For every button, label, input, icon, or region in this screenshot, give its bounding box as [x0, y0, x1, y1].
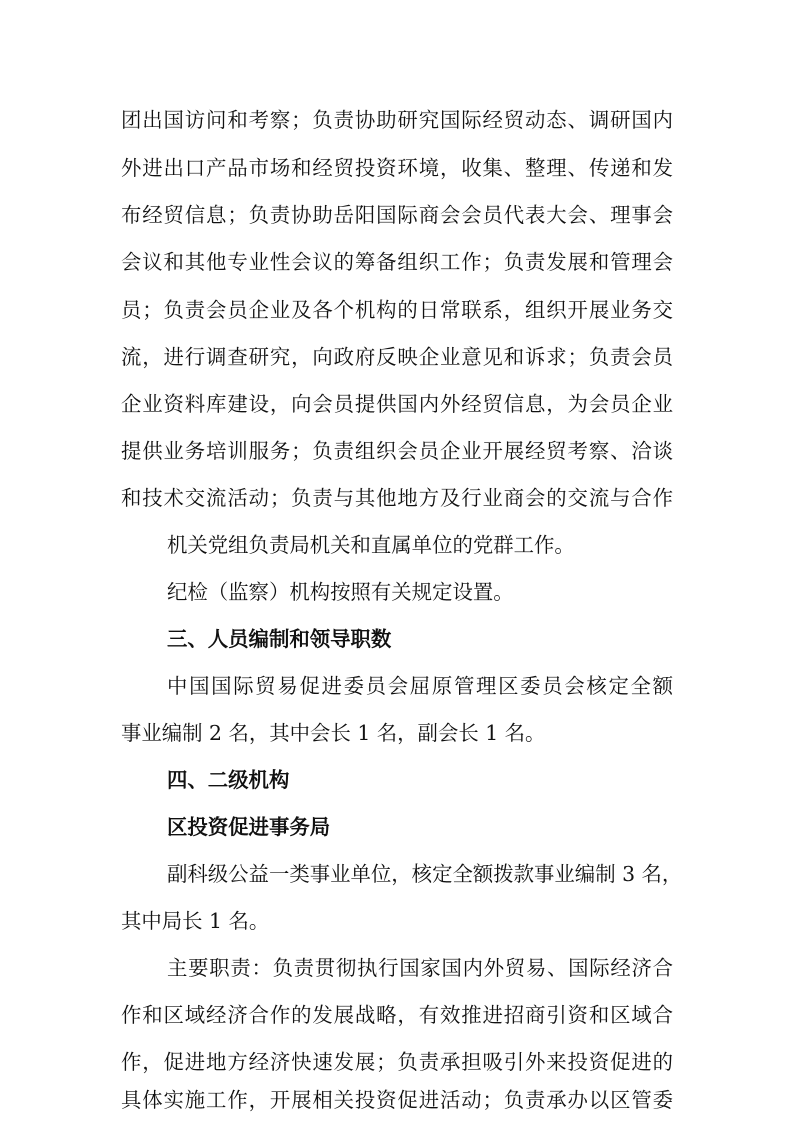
body-text-line: 流，进行调查研究，向政府反映企业意见和诉求；负责会员 [121, 345, 673, 369]
body-text-line: 副科级公益一类事业单位，核定全额拨款事业编制 3 名， [167, 862, 683, 886]
body-text-line: 具体实施工作，开展相关投资促进活动；负责承办以区管委 [121, 1088, 673, 1112]
body-text-line: 作，促进地方经济快速发展；负责承担吸引外来投资促进的 [121, 1050, 673, 1074]
section-heading: 三、人员编制和领导职数 [167, 627, 392, 651]
body-text-line: 团出国访问和考察；负责协助研究国际经贸动态、调研国内 [121, 108, 673, 132]
body-text-line: 布经贸信息；负责协助岳阳国际商会会员代表大会、理事会 [121, 203, 673, 227]
body-text-line: 机关党组负责局机关和直属单位的党群工作。 [167, 533, 575, 557]
body-text-line: 作和区域经济合作的发展战略，有效推进招商引资和区域合 [121, 1003, 673, 1027]
body-text-line: 员；负责会员企业及各个机构的日常联系，组织开展业务交 [121, 298, 673, 322]
body-text-line: 事业编制 2 名，其中会长 1 名，副会长 1 名。 [121, 721, 546, 745]
body-text-line: 提供业务培训服务；负责组织会员企业开展经贸考察、洽谈 [121, 439, 673, 463]
section-heading: 四、二级机构 [167, 768, 290, 792]
body-text-line: 纪检（监察）机构按照有关规定设置。 [167, 580, 514, 604]
body-text-line: 主要职责：负责贯彻执行国家国内外贸易、国际经济合 [167, 956, 673, 980]
body-text-line: 企业资料库建设，向会员提供国内外经贸信息，为会员企业 [121, 392, 673, 416]
body-text-line: 外进出口产品市场和经贸投资环境，收集、整理、传递和发 [121, 156, 673, 180]
subsection-heading: 区投资促进事务局 [167, 815, 331, 839]
body-text-line: 中国国际贸易促进委员会屈原管理区委员会核定全额 [167, 674, 673, 698]
body-text-line: 和技术交流活动；负责与其他地方及行业商会的交流与合作 [121, 486, 673, 510]
body-text-line: 其中局长 1 名。 [121, 909, 270, 933]
body-text-line: 会议和其他专业性会议的筹备组织工作；负责发展和管理会 [121, 250, 673, 274]
